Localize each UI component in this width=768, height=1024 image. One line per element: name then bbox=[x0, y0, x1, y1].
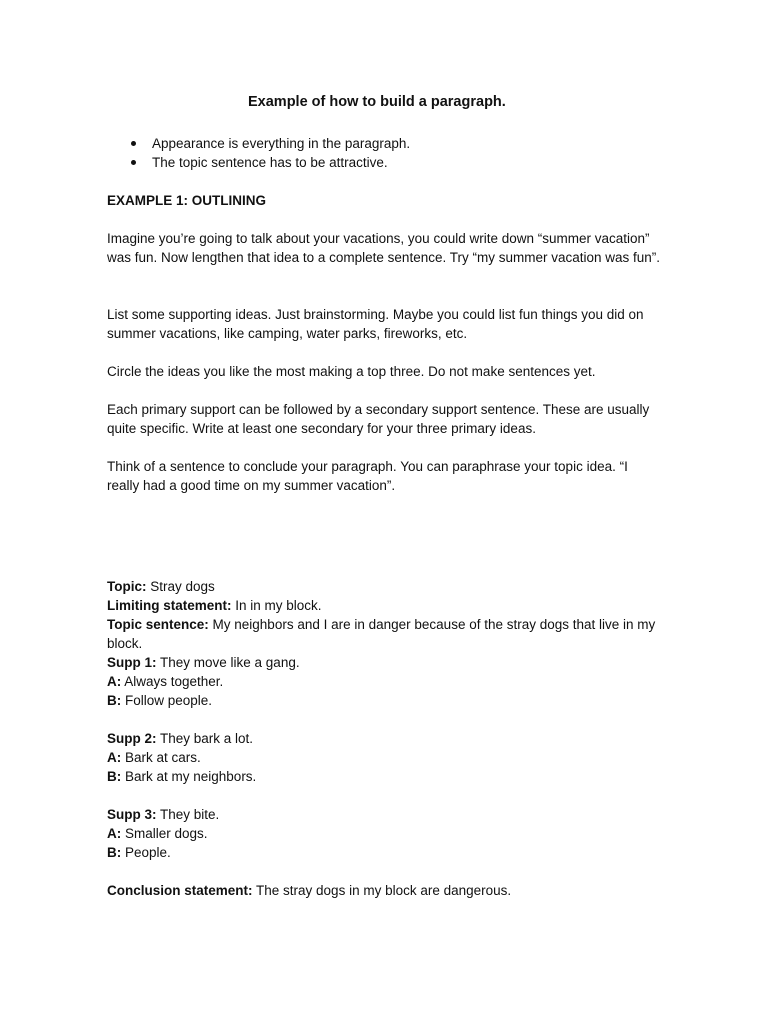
outline-label: Topic: bbox=[107, 579, 147, 594]
example-heading: EXAMPLE 1: OUTLINING bbox=[107, 193, 267, 208]
paragraph: List some supporting ideas. Just brainstorming. Maybe you could list fun things you did on summer vacations, like camping, water parks, fireworks, etc. bbox=[107, 307, 644, 341]
outline-label: Conclusion statement: bbox=[107, 883, 253, 898]
outline-supp-2 bbox=[107, 729, 663, 748]
bullet-list bbox=[107, 134, 410, 172]
outline-supp-1 bbox=[107, 653, 663, 672]
outline-text: My neighbors and I are in danger because of the stray dogs that live in my block. bbox=[107, 617, 656, 651]
outline-text: Follow people. bbox=[121, 693, 213, 708]
paragraph-outline bbox=[107, 577, 663, 900]
bullet-text: The topic sentence has to be attractive. bbox=[152, 155, 388, 170]
outline-text: They bite. bbox=[156, 807, 220, 822]
document-title: Example of how to build a paragraph. bbox=[248, 94, 506, 110]
outline-label: B: bbox=[107, 769, 122, 784]
outline-topic bbox=[107, 577, 663, 596]
outline-text: Bark at cars. bbox=[121, 750, 201, 765]
outline-supp-3-a bbox=[107, 824, 663, 843]
outline-label: A: bbox=[107, 826, 122, 841]
outline-label: A: bbox=[107, 750, 122, 765]
outline-text: In in my block. bbox=[231, 598, 322, 613]
outline-text: Always together. bbox=[121, 674, 224, 689]
bullet-item bbox=[107, 134, 410, 153]
outline-label: B: bbox=[107, 693, 122, 708]
outline-label: Supp 3: bbox=[107, 807, 157, 822]
outline-supp-2-a bbox=[107, 748, 663, 767]
outline-supp-3-b bbox=[107, 843, 663, 862]
paragraph: Think of a sentence to conclude your paragraph. You can paraphrase your topic idea. “I really had a good time on my summer vacation”. bbox=[107, 459, 628, 493]
outline-supp-3 bbox=[107, 805, 663, 824]
outline-text: Stray dogs bbox=[146, 579, 215, 594]
outline-limiting-statement bbox=[107, 596, 663, 615]
outline-supp-2-b bbox=[107, 767, 663, 786]
outline-text: Bark at my neighbors. bbox=[121, 769, 257, 784]
outline-text: They bark a lot. bbox=[156, 731, 254, 746]
paragraph: Each primary support can be followed by a secondary support sentence. These are usually quite specific. Write at least one secondary for your three primary ideas. bbox=[107, 402, 650, 436]
outline-label: A: bbox=[107, 674, 122, 689]
bullet-text: Appearance is everything in the paragraph. bbox=[152, 136, 411, 151]
paragraph: Imagine you’re going to talk about your vacations, you could write down “summer vacation” was fun. Now lengthen that idea to a complete sentence. Try “my summer vacation was fun”. bbox=[107, 231, 661, 265]
outline-topic-sentence bbox=[107, 615, 663, 653]
outline-label: Topic sentence: bbox=[107, 617, 209, 632]
outline-conclusion bbox=[107, 881, 663, 900]
outline-text: People. bbox=[121, 845, 171, 860]
bullet-dot-icon bbox=[131, 141, 136, 146]
outline-text: Smaller dogs. bbox=[121, 826, 208, 841]
spacer bbox=[107, 710, 663, 729]
outline-supp-1-b bbox=[107, 691, 663, 710]
paragraph: Circle the ideas you like the most making a top three. Do not make sentences yet. bbox=[107, 364, 596, 379]
bullet-dot-icon bbox=[131, 160, 136, 165]
outline-label: B: bbox=[107, 845, 122, 860]
outline-supp-1-a bbox=[107, 672, 663, 691]
spacer bbox=[107, 786, 663, 805]
spacer bbox=[107, 862, 663, 881]
outline-label: Supp 2: bbox=[107, 731, 157, 746]
outline-text: They move like a gang. bbox=[156, 655, 300, 670]
outline-text: The stray dogs in my block are dangerous. bbox=[252, 883, 512, 898]
outline-label: Supp 1: bbox=[107, 655, 157, 670]
outline-label: Limiting statement: bbox=[107, 598, 232, 613]
bullet-item bbox=[107, 153, 410, 172]
